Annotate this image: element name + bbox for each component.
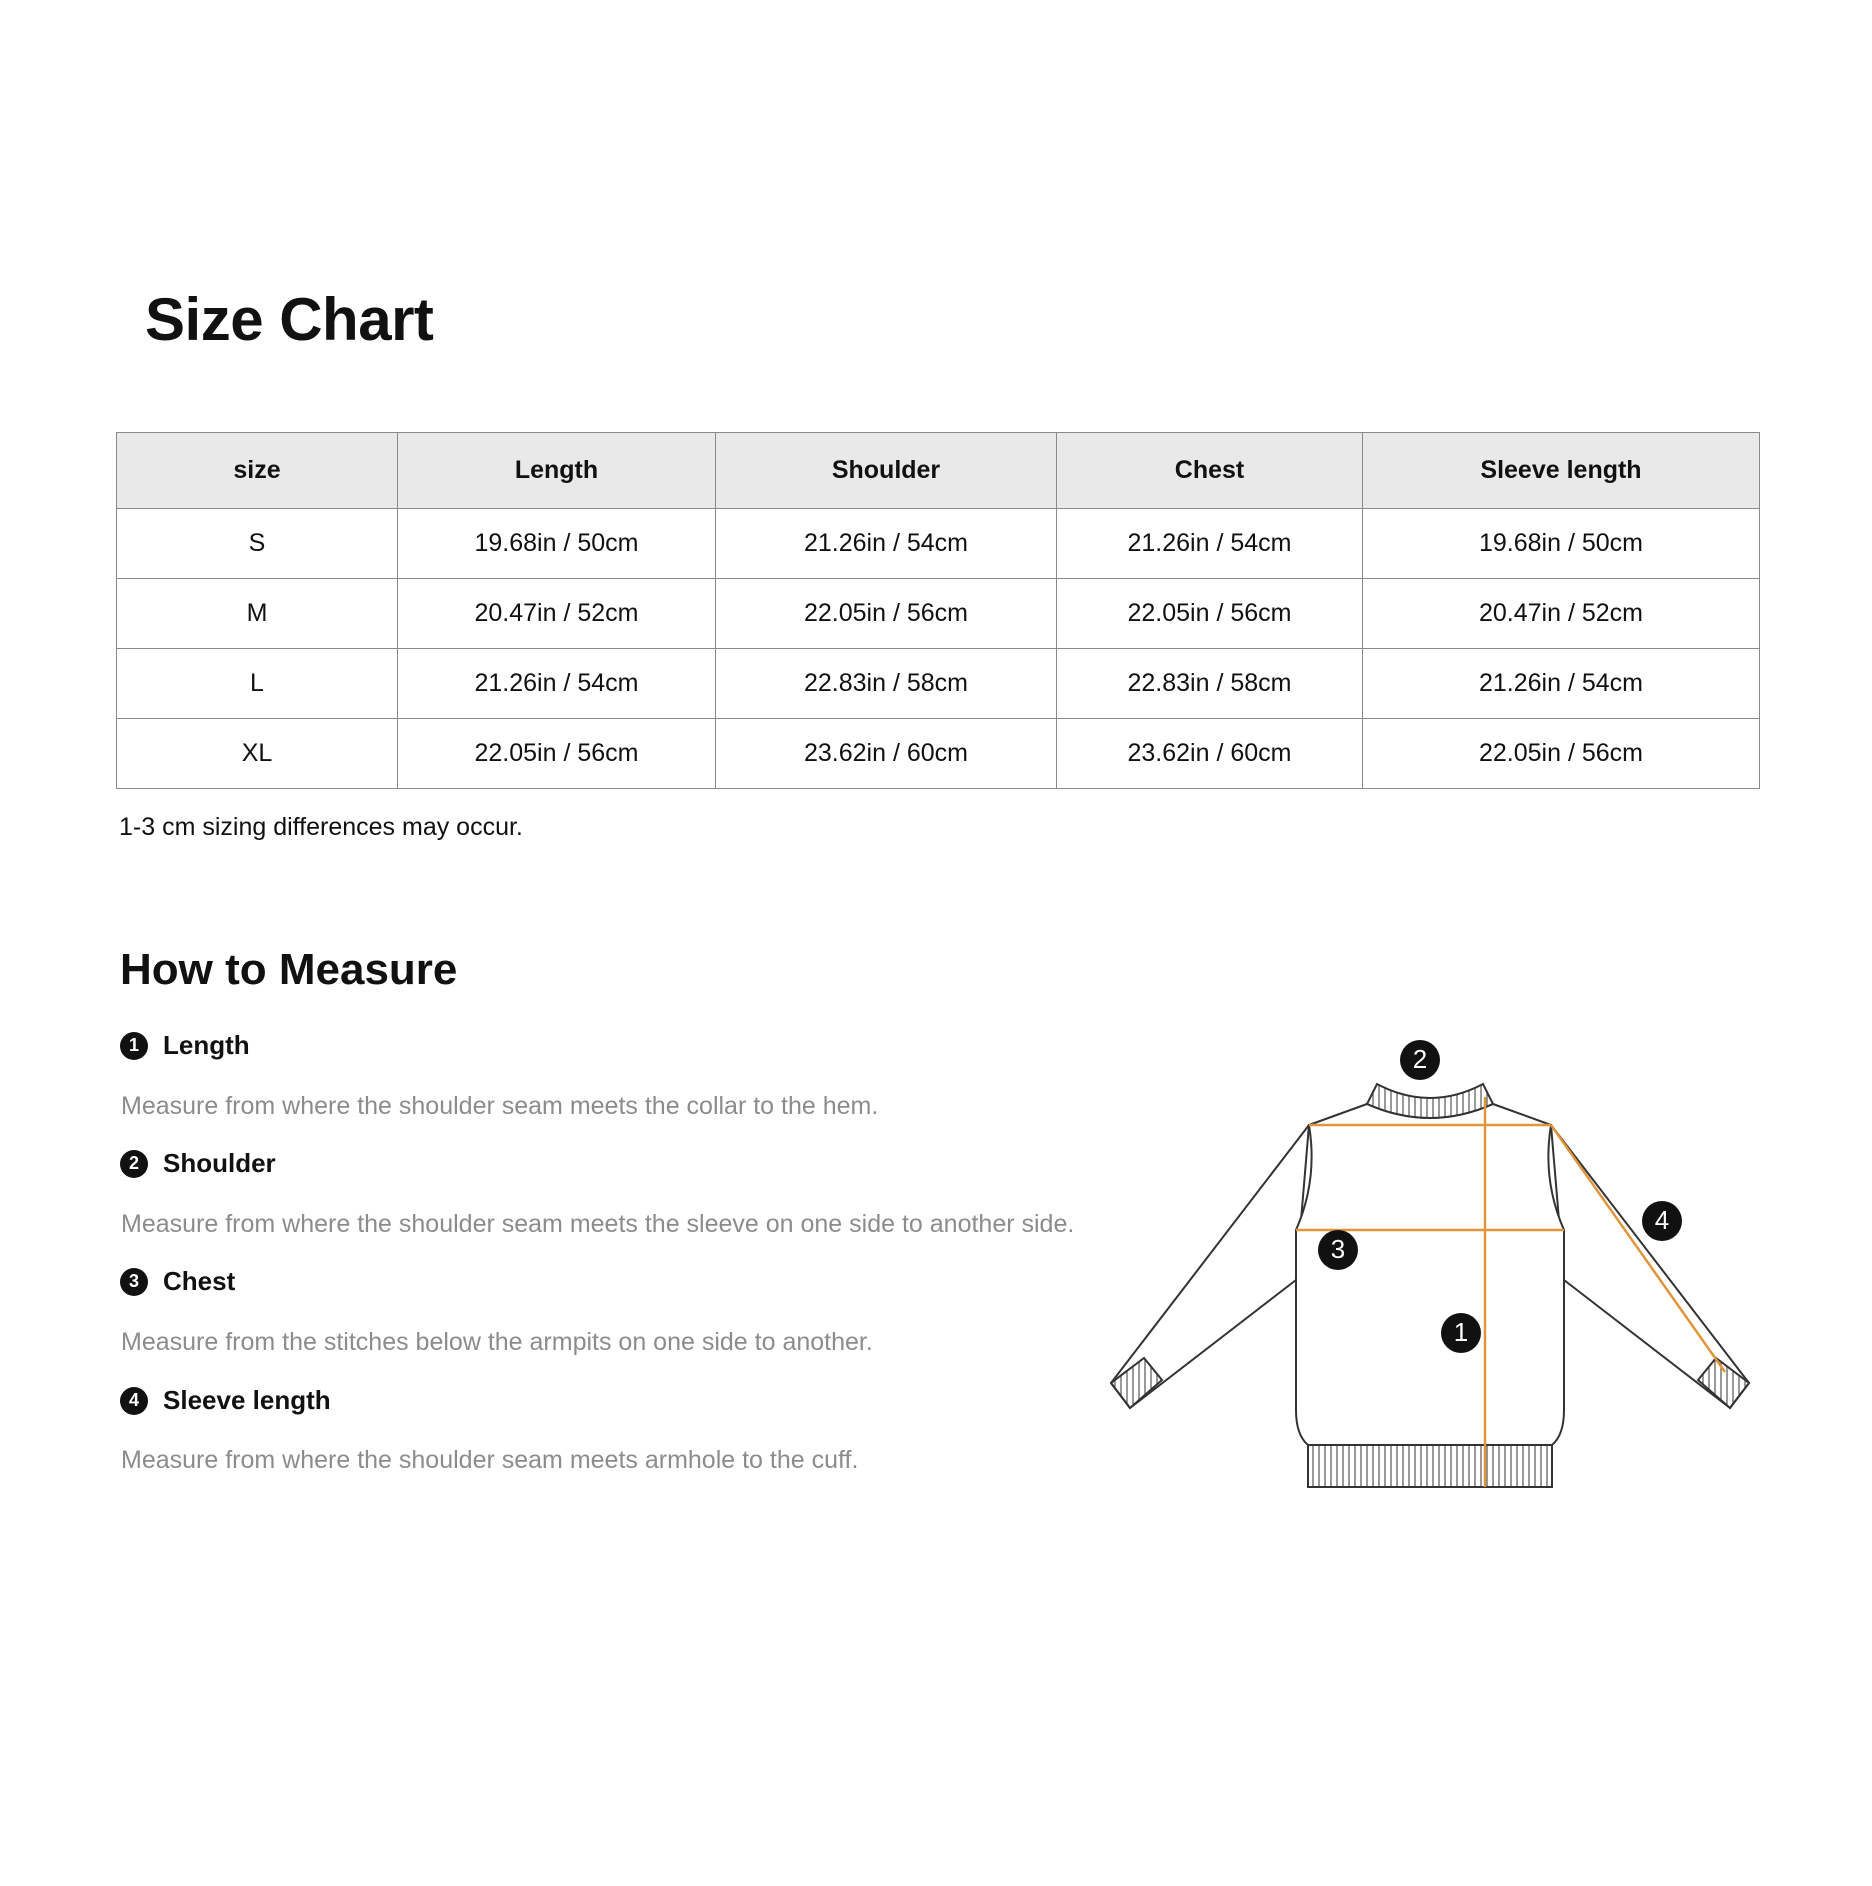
cell-shoulder: 23.62in / 60cm xyxy=(716,719,1057,789)
cell-chest: 21.26in / 54cm xyxy=(1057,509,1363,579)
step-shoulder xyxy=(120,1148,276,1179)
table-header-row xyxy=(117,433,1760,509)
table-row xyxy=(117,719,1760,789)
table-row xyxy=(117,579,1760,649)
step-name: Sleeve length xyxy=(163,1385,331,1415)
marker-1 xyxy=(1441,1313,1481,1353)
svg-text:3: 3 xyxy=(1330,1234,1346,1264)
number-badge-3: 3 xyxy=(120,1268,148,1296)
step-chest xyxy=(120,1266,235,1297)
size-table xyxy=(116,432,1760,789)
marker-3 xyxy=(1318,1230,1358,1270)
cell-length: 22.05in / 56cm xyxy=(398,719,716,789)
cell-size: XL xyxy=(117,719,398,789)
sweater-diagram xyxy=(1100,1040,1760,1520)
step-name: Shoulder xyxy=(163,1148,276,1178)
header-chest: Chest xyxy=(1057,433,1363,509)
sizing-note: 1-3 cm sizing differences may occur. xyxy=(119,813,523,841)
cell-size: M xyxy=(117,579,398,649)
cell-chest: 22.05in / 56cm xyxy=(1057,579,1363,649)
header-length: Length xyxy=(398,433,716,509)
number-badge-4: 4 xyxy=(120,1387,148,1415)
header-shoulder: Shoulder xyxy=(716,433,1057,509)
step-description: Measure from where the shoulder seam meets armhole to the cuff. xyxy=(121,1446,859,1474)
cell-size: S xyxy=(117,509,398,579)
marker-4 xyxy=(1642,1201,1682,1241)
cell-shoulder: 22.83in / 58cm xyxy=(716,649,1057,719)
cell-sleeve-length: 22.05in / 56cm xyxy=(1363,719,1760,789)
cell-sleeve-length: 20.47in / 52cm xyxy=(1363,579,1760,649)
svg-text:1: 1 xyxy=(1453,1317,1469,1347)
step-description: Measure from where the shoulder seam meets the collar to the hem. xyxy=(121,1092,879,1120)
svg-text:2: 2 xyxy=(1412,1044,1428,1074)
step-description: Measure from where the shoulder seam meets the sleeve on one side to another side. xyxy=(121,1210,1075,1238)
header-sleeve-length: Sleeve length xyxy=(1363,433,1760,509)
cell-length: 19.68in / 50cm xyxy=(398,509,716,579)
cell-chest: 23.62in / 60cm xyxy=(1057,719,1363,789)
how-to-measure-title: How to Measure xyxy=(120,945,458,994)
cell-sleeve-length: 21.26in / 54cm xyxy=(1363,649,1760,719)
cell-sleeve-length: 19.68in / 50cm xyxy=(1363,509,1760,579)
step-name: Chest xyxy=(163,1266,236,1296)
cell-length: 20.47in / 52cm xyxy=(398,579,716,649)
header-size: size xyxy=(117,433,398,509)
number-badge-1: 1 xyxy=(120,1032,148,1060)
page-title: Size Chart xyxy=(145,286,434,353)
step-sleeve-length xyxy=(120,1385,331,1416)
cell-length: 21.26in / 54cm xyxy=(398,649,716,719)
step-name: Length xyxy=(163,1030,250,1060)
hem-rib xyxy=(1308,1445,1552,1487)
step-description: Measure from the stitches below the armpits on one side to another. xyxy=(121,1328,873,1356)
marker-2 xyxy=(1400,1040,1440,1080)
table-row xyxy=(117,649,1760,719)
number-badge-2: 2 xyxy=(120,1150,148,1178)
sweater-outline xyxy=(1111,1104,1749,1445)
svg-text:4: 4 xyxy=(1654,1205,1670,1235)
cell-shoulder: 21.26in / 54cm xyxy=(716,509,1057,579)
step-length xyxy=(120,1030,250,1061)
cell-size: L xyxy=(117,649,398,719)
cell-shoulder: 22.05in / 56cm xyxy=(716,579,1057,649)
cell-chest: 22.83in / 58cm xyxy=(1057,649,1363,719)
table-row xyxy=(117,509,1760,579)
